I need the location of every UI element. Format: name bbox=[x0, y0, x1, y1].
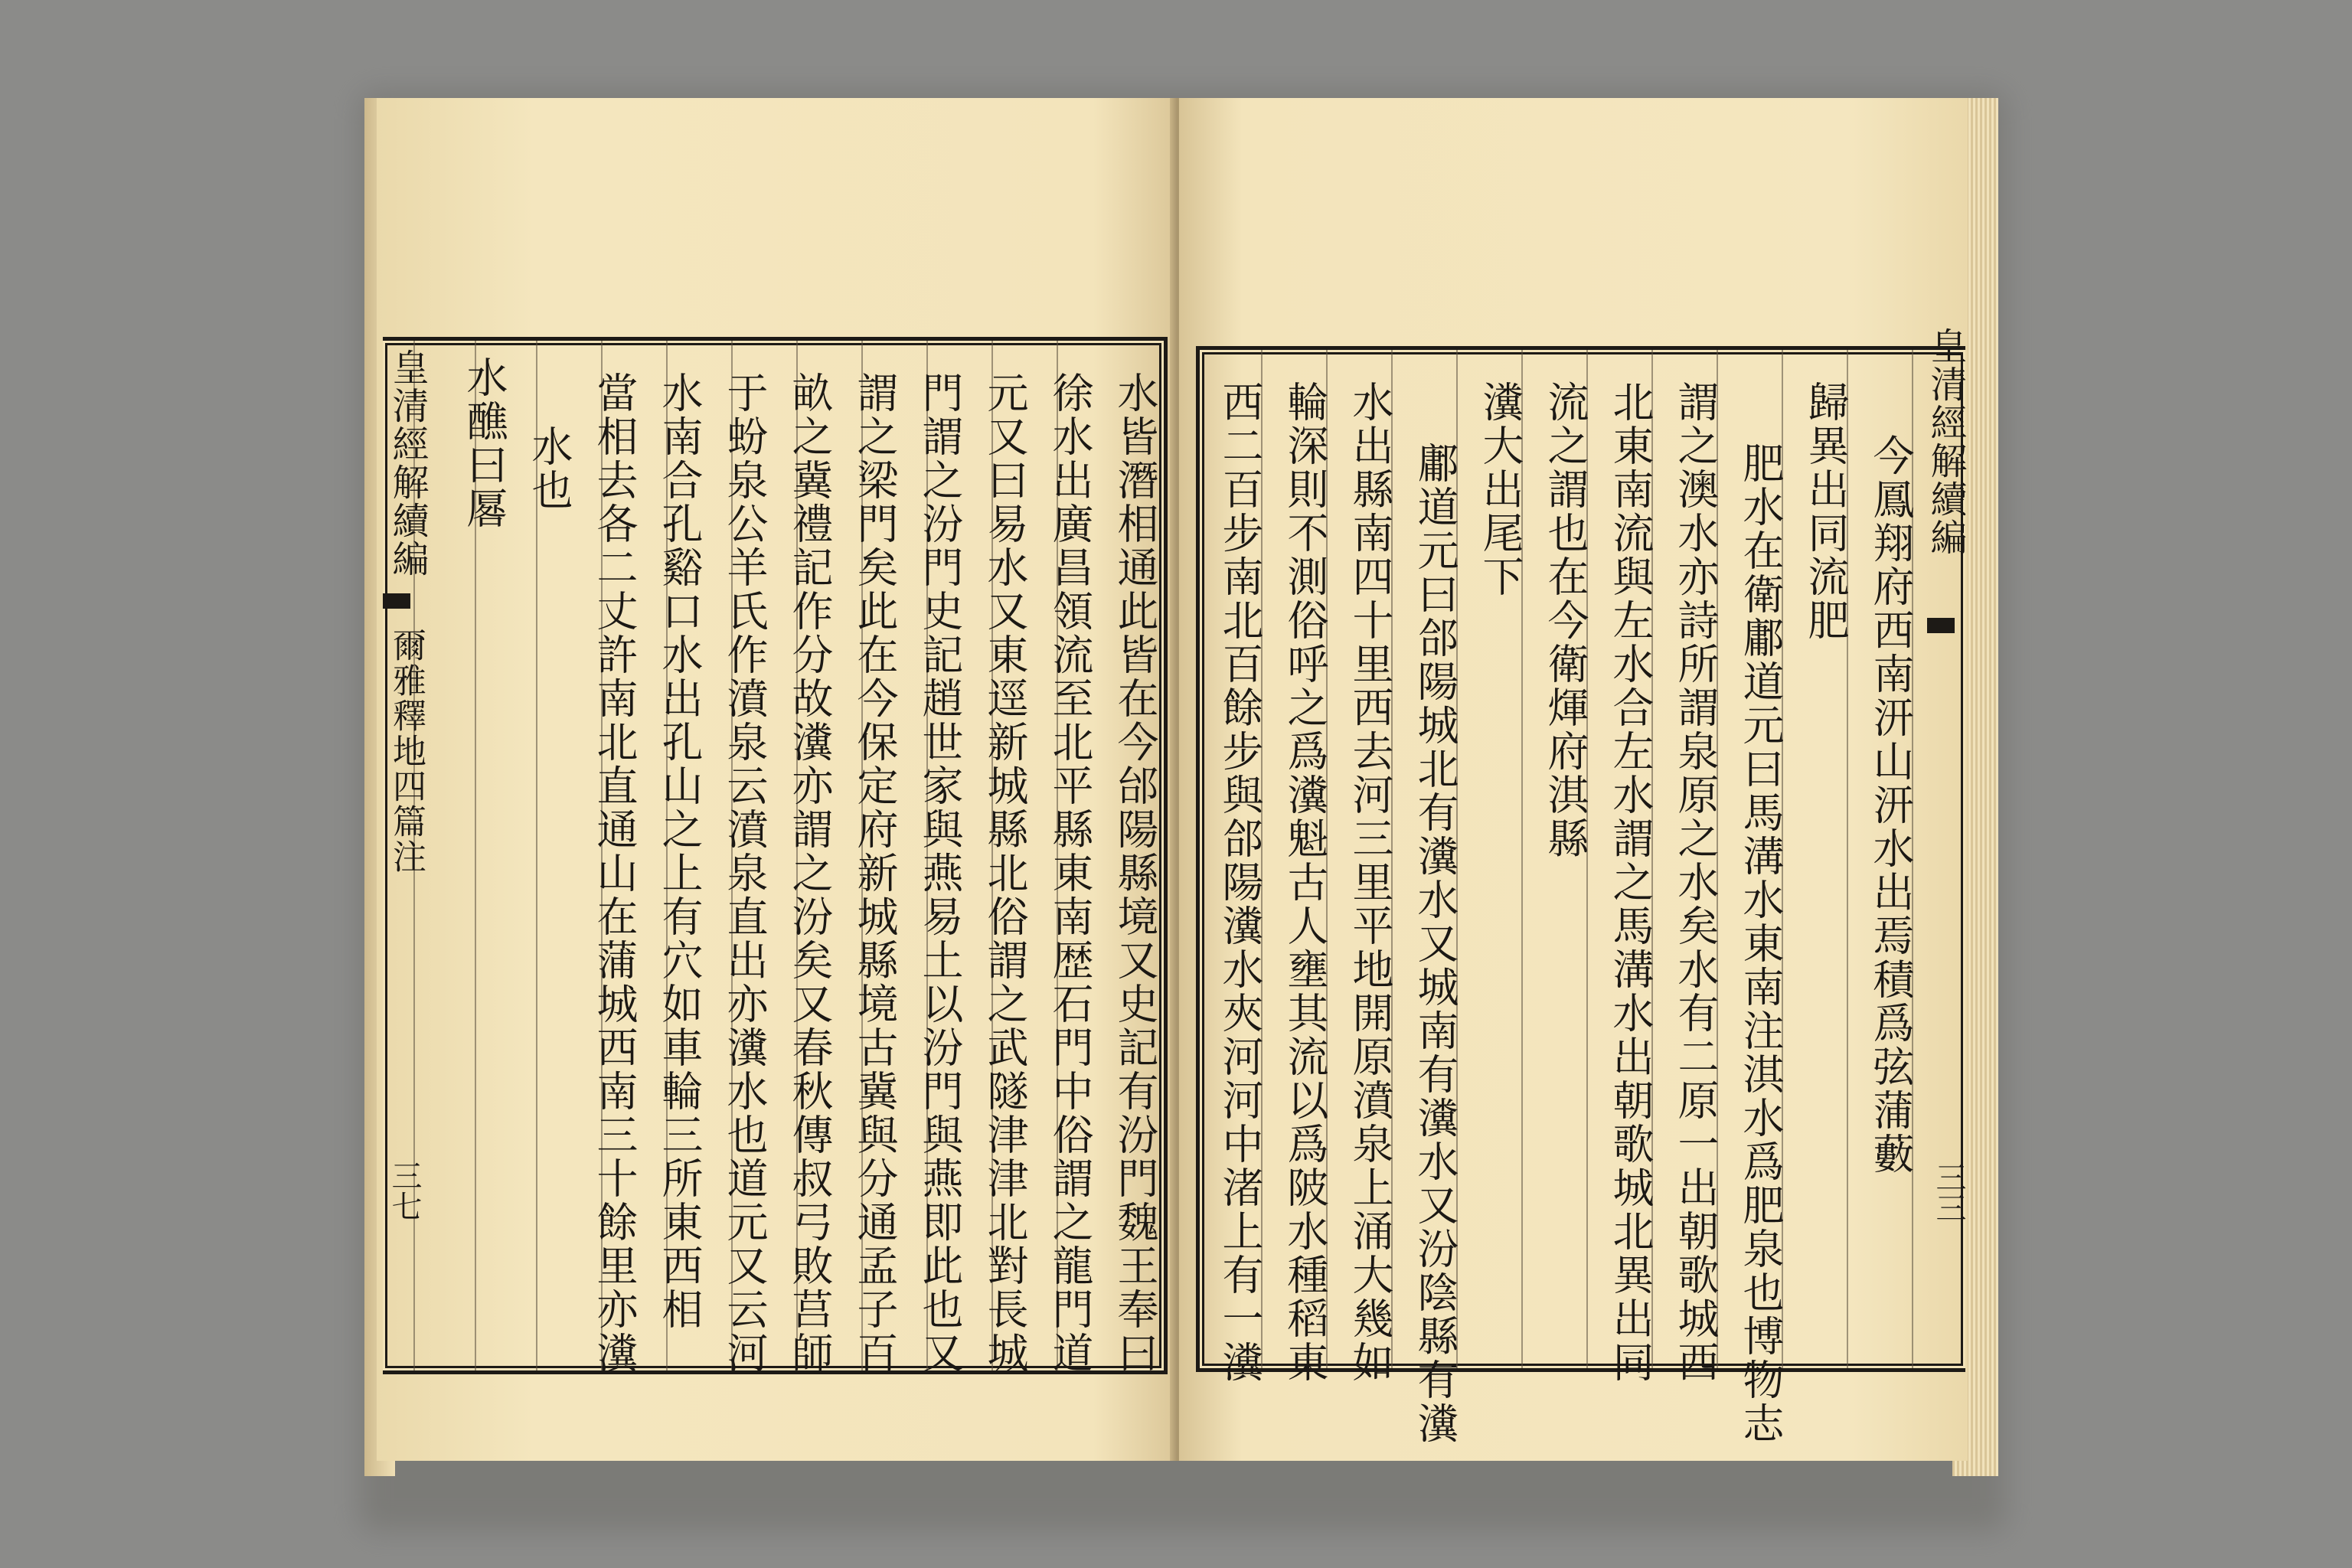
text-column: 西二百步南北百餘步與郃陽瀵水夾河河中渚上有一瀵 bbox=[1216, 381, 1264, 1384]
text-column: 水也 bbox=[525, 425, 573, 512]
text-column: 水出縣南四十里西去河三里平地開原濆泉上涌大幾如 bbox=[1346, 381, 1394, 1384]
text-column: 今鳳翔府西南汧山汧水出焉積爲弦蒲藪 bbox=[1867, 434, 1915, 1176]
margin-title: 皇清經解續編 bbox=[1924, 327, 1967, 557]
text-column: 水南合孔谿口水出孔山之上有穴如車輪三所東西相 bbox=[655, 371, 704, 1331]
right-page-frame bbox=[1196, 327, 1967, 1446]
text-column: 水醮曰厬 bbox=[460, 356, 508, 531]
text-column: 鄘道元曰郃陽城北有瀵水又城南有瀵水又汾陰縣有瀵 bbox=[1411, 442, 1459, 1446]
fishtail-mark bbox=[1927, 618, 1955, 633]
text-column: 瀵大出尾下 bbox=[1476, 381, 1524, 599]
text-column: 謂之梁門矣此在今保定府新城縣境古冀與分通孟子百 bbox=[851, 371, 899, 1375]
text-column: 徐水出廣昌領流至北平縣東南歴石門中俗謂之龍門道 bbox=[1046, 371, 1094, 1375]
text-column: 輪深則不測俗呼之爲瀵魁古人壅其流以爲陂水種稻東 bbox=[1281, 381, 1329, 1384]
margin-title: 皇清經解續編 bbox=[386, 348, 429, 578]
text-column: 水皆潛相通此皆在今邰陽縣境又史記有汾門魏王奉曰 bbox=[1111, 371, 1159, 1375]
text-column: 元又曰易水又東逕新城縣北俗謂之武隧津津北對長城 bbox=[981, 371, 1029, 1375]
text-column: 畝之冀禮記作分故瀵亦謂之汾矣又春秋傳叔弓敗莒師 bbox=[786, 371, 834, 1375]
text-column: 于蚡泉公羊氏作濆泉云濆泉直出亦瀵水也道元又云河 bbox=[720, 371, 769, 1375]
fishtail-mark bbox=[383, 593, 410, 609]
text-column: 流之謂也在今衛煇府淇縣 bbox=[1541, 381, 1589, 861]
margin-section-title: 爾雅釋地四篇注 bbox=[387, 628, 426, 874]
text-column: 肥水在衛鄘道元曰馬溝水東南注淇水爲肥泉也博物志 bbox=[1736, 442, 1785, 1446]
text-column: 當相去各二丈許南北直通山在蒲城西南三十餘里亦瀵 bbox=[590, 371, 639, 1375]
text-column: 謂之澳水亦詩所謂泉原之水矣水有二原一出朝歌城西 bbox=[1671, 381, 1720, 1384]
text-column: 歸異出同流肥 bbox=[1802, 381, 1850, 642]
folio-number: 三七 bbox=[387, 1160, 422, 1221]
folio-number: 三三 bbox=[1931, 1161, 1966, 1223]
left-page-frame bbox=[383, 337, 1168, 1374]
text-column: 門謂之汾門史記趙世家與燕易土以汾門與燕即此也又 bbox=[916, 371, 964, 1375]
text-column: 北東南流與左水合左水謂之馬溝水出朝歌城北異出同 bbox=[1606, 381, 1655, 1384]
